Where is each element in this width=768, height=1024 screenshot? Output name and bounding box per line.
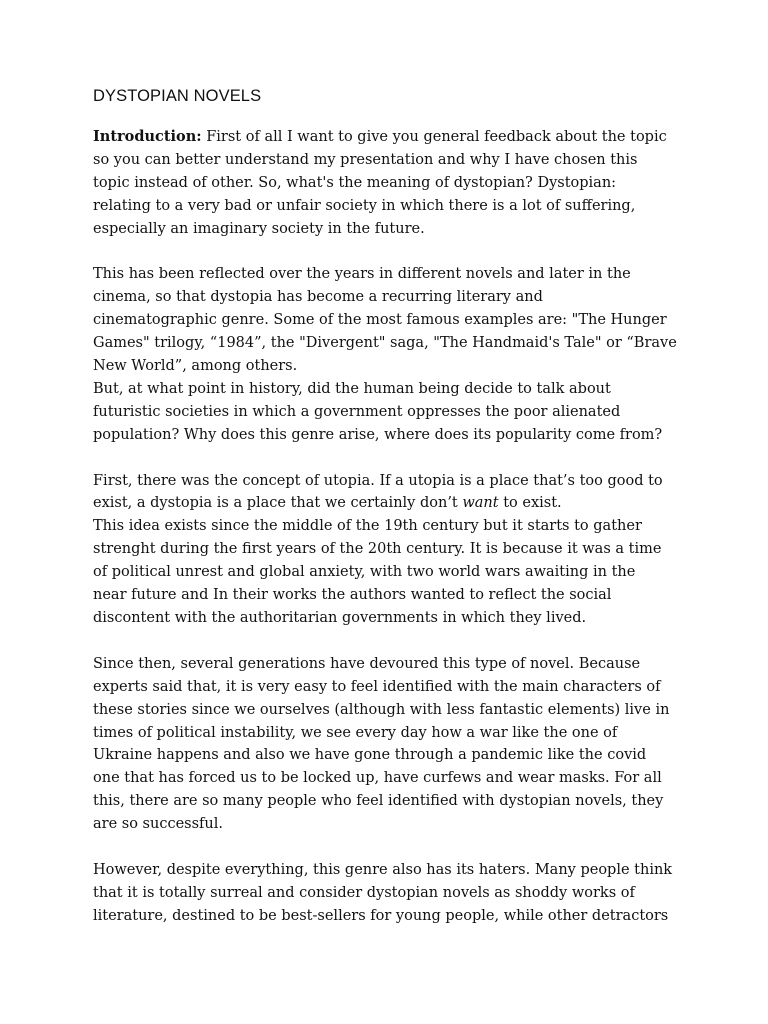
paragraph-introduction [93,126,683,241]
text-line: times of political instability, we see every day how a war like the one of [93,724,618,741]
text-line: near future and In their works the authors wanted to reflect the social [93,587,612,604]
text-line: of political unrest and global anxiety, with two world wars awaiting in the [93,564,636,581]
text-line: so you can better understand my presentation and why I have chosen this [93,151,638,168]
document-body [93,126,683,951]
text-line: these stories since we ourselves (although with less fantastic elements) live in [93,701,670,718]
emphasis-want: want [462,495,499,512]
paragraph-history-question [93,378,683,447]
text-line: population? Why does this genre arise, where does its popularity come from? [93,426,663,443]
text-line: Games" trilogy, “1984”, the "Divergent" saga, "The Handmaid's Tale" or “Brave [93,335,677,352]
text-line: Ukraine happens and also we have gone through a pandemic like the covid [93,747,647,764]
text-line: This idea exists since the middle of the 19th century but it starts to gather [93,518,642,535]
text-line: Since then, several generations have devoured this type of novel. Because [93,655,641,672]
text-line: futuristic societies in which a government oppresses the poor alienated [93,403,621,420]
text-line: literature, destined to be best-sellers for young people, while other detractors [93,907,669,924]
document-title: DYSTOPIAN NOVELS [93,87,262,105]
introduction-lead: Introduction: [93,128,202,145]
text-line: strenght during the first years of the 20th century. It is because it was a time [93,541,662,558]
text-line: But, at what point in history, did the human being decide to talk about [93,380,611,397]
text-line: this, there are so many people who feel identified with dystopian novels, they [93,793,664,810]
text-line: that it is totally surreal and consider dystopian novels as shoddy works of [93,884,635,901]
text-line: relating to a very bad or unfair society in which there is a lot of suffering, [93,197,636,214]
paragraph-criticism [93,859,683,928]
text-line: This has been reflected over the years in different novels and later in the [93,266,631,283]
text-line [93,126,683,149]
paragraph-utopia [93,470,683,516]
text-line [93,492,683,515]
text-span: exist, a dystopia is a place that we certainly don’t [93,495,463,512]
text-line: However, despite everything, this genre also has its haters. Many people think [93,861,673,878]
paragraph-origins [93,515,683,630]
text-line: cinematographic genre. Some of the most famous examples are: "The Hunger [93,312,667,329]
text-line: New World”, among others. [93,358,298,375]
text-line: cinema, so that dystopia has become a recurring literary and [93,289,543,306]
text-line: are so successful. [93,816,223,833]
text-line: topic instead of other. So, what's the meaning of dystopian? Dystopian: [93,174,617,191]
text-span: First of all I want to give you general feedback about the topic [201,129,667,145]
text-line: one that has forced us to be locked up, have curfews and wear masks. For all [93,770,662,787]
text-line: discontent with the authoritarian governments in which they lived. [93,610,587,626]
paragraph-popularity [93,653,683,836]
paragraph-genre-examples [93,263,683,378]
text-span: to exist. [498,495,562,512]
text-line: experts said that, it is very easy to feel identified with the main characters of [93,678,661,695]
text-line: especially an imaginary society in the future. [93,220,425,237]
text-line: First, there was the concept of utopia. If a utopia is a place that’s too good to [93,472,663,489]
